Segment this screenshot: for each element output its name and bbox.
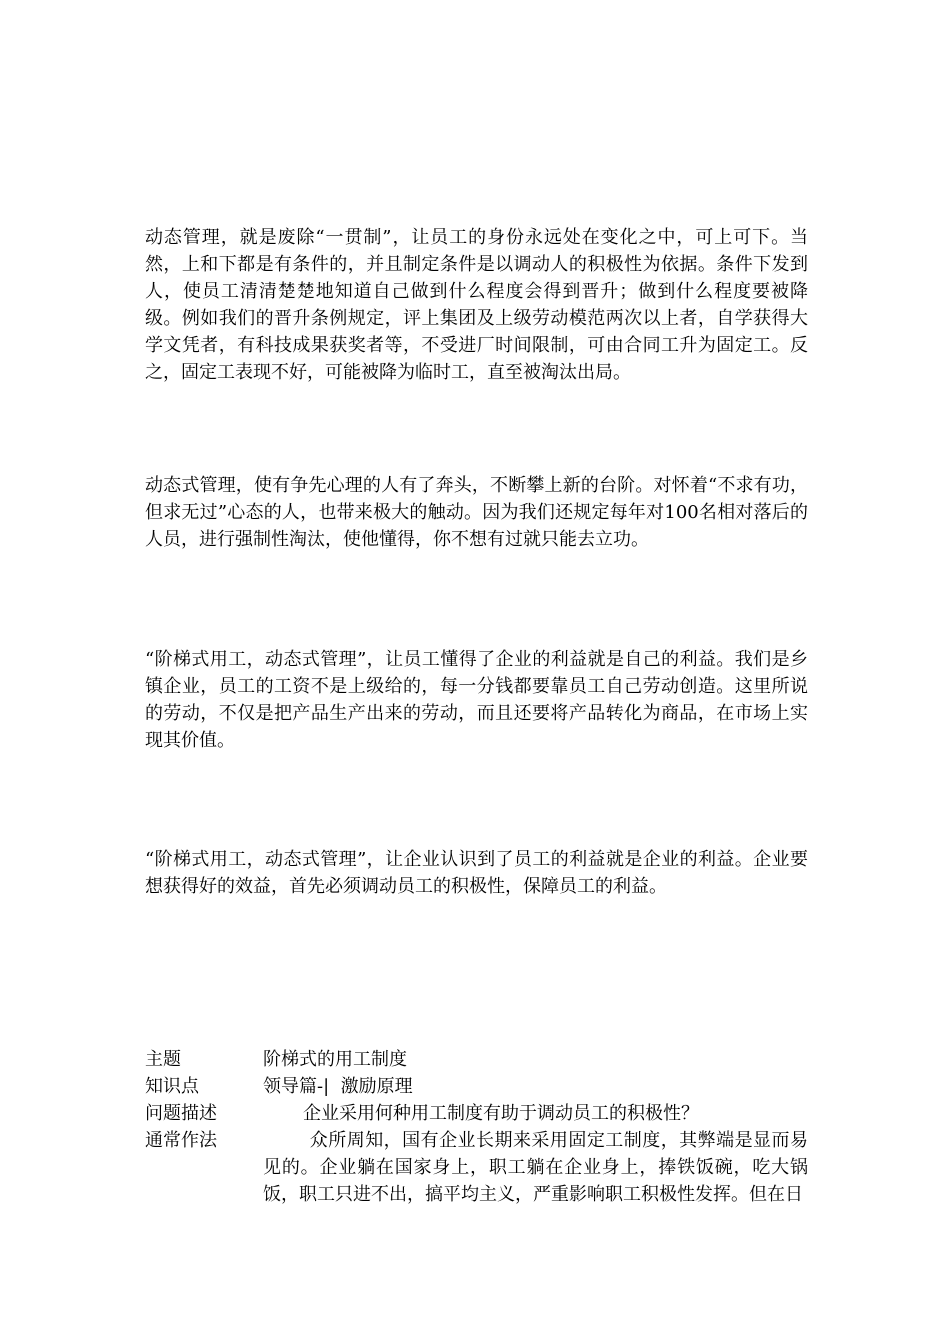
paragraph-enterprise-interest: “阶梯式用工，动态式管理”，让企业认识到了员工的利益就是企业的利益。企业要想获得好的效益，首先必须调动员工的积极性，保障员工的利益。 [145, 849, 808, 897]
topic-label: 主题 [145, 1049, 181, 1070]
knowledge-row [145, 1073, 808, 1100]
paragraph-dynamic-effect: 动态式管理，使有争先心理的人有了奔头，不断攀上新的台阶。对怀着“不求有功，但求无过”心态的人，也带来极大的触动。因为我们还规定每年对100名相对落后的人员，进行强制性淘汰，使他懂得，你不想有过就只能去立功。 [145, 475, 808, 550]
question-label: 问题描述 [145, 1103, 217, 1124]
knowledge-value: 领导篇-| 激励原理 [263, 1076, 413, 1097]
practice-row [145, 1127, 808, 1208]
practice-label: 通常作法 [145, 1130, 217, 1151]
question-value: 企业采用何种用工制度有助于调动员工的积极性？ [303, 1103, 699, 1124]
topic-row [145, 1046, 808, 1073]
case-info-table [145, 1046, 808, 1208]
paragraph-dynamic-management: 动态管理，就是废除“一贯制”，让员工的身份永远处在变化之中，可上可下。当然，上和下都是有条件的，并且制定条件是以调动人的积极性为依据。条件下发到人，使员工清清楚楚地知道自己做到什么程度会得到晋升；做到什么程度要被降级。例如我们的晋升条例规定，评上集团及上级劳动模范两次以上者，自学获得大学文凭者，有科技成果获奖者等，不受进厂时间限制，可由合同工升为固定工。反之，固定工表现不好，可能被降为临时工，直至被淘汰出局。 [145, 227, 808, 383]
paragraph-employee-interest: “阶梯式用工，动态式管理”，让员工懂得了企业的利益就是自己的利益。我们是乡镇企业，员工的工资不是上级给的，每一分钱都要靠员工自己劳动创造。这里所说的劳动，不仅是把产品生产出来的劳动，而且还要将产品转化为商品，在市场上实现其价值。 [145, 649, 808, 751]
knowledge-label: 知识点 [145, 1076, 199, 1097]
question-row [145, 1100, 808, 1127]
practice-value: 众所周知，国有企业长期来采用固定工制度，其弊端是显而易见的。企业躺在国家身上，职工躺在企业身上，捧铁饭碗，吃大锅饭，职工只进不出，搞平均主义，严重影响职工积极性发挥。但在日 [263, 1130, 808, 1205]
topic-value: 阶梯式的用工制度 [263, 1049, 407, 1070]
